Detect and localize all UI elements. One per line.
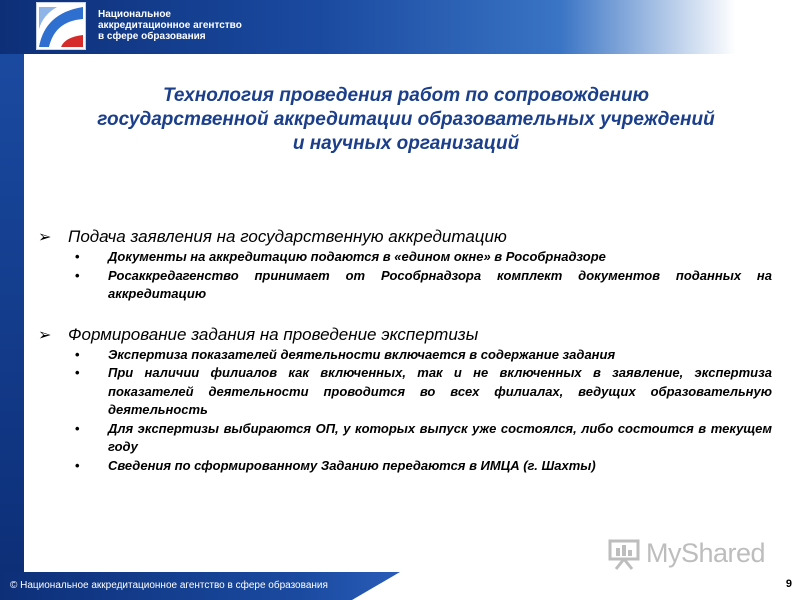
myshared-watermark xyxy=(606,536,766,572)
organization-name xyxy=(98,9,242,42)
section xyxy=(38,226,772,304)
list-item xyxy=(38,346,772,365)
bullet-dot-icon: • xyxy=(75,346,80,362)
section-heading xyxy=(38,324,772,346)
bullet-dot-icon: • xyxy=(75,249,80,264)
title-line: Технология проведения работ по сопровождению xyxy=(162,85,650,106)
list-item-text: Росаккредагенство принимает от Рособрнадзора комплект документов поданных на аккредитацию xyxy=(108,267,772,301)
list-item-text: Документы на аккредитацию подаются в «едином окне» в Рособрнадзоре xyxy=(108,249,606,264)
title-line: и научных организаций xyxy=(292,133,520,154)
agency-logo xyxy=(36,2,86,50)
copyright-text: © Национальное аккредитационное агентство в сфере образования xyxy=(10,580,328,591)
section-heading xyxy=(38,226,772,248)
slide-title xyxy=(26,84,786,156)
presentation-board-icon xyxy=(606,536,642,572)
list-item xyxy=(38,248,772,267)
list-item-text: При наличии филиалов как включенных, так и не включенных в заявление, экспертиза показателей деятельности проводится во всех филиалах, ведущих образовательную деятельность xyxy=(108,365,772,417)
list-item xyxy=(38,420,772,457)
bullet-dot-icon: • xyxy=(75,365,80,380)
list-item xyxy=(38,364,772,420)
org-name-line: в сфере образования xyxy=(98,31,206,42)
bullet-list xyxy=(38,248,772,304)
org-name-line: аккредитационное агентство xyxy=(98,20,242,31)
bullet-list xyxy=(38,346,772,476)
footer-bar xyxy=(0,572,800,600)
watermark-text: MyShared xyxy=(646,538,766,568)
bullet-dot-icon: • xyxy=(75,420,80,436)
title-line: государственной аккредитации образовательных учреждений xyxy=(97,109,715,130)
left-decorative-band xyxy=(0,54,24,572)
bullet-dot-icon: • xyxy=(75,267,80,283)
section-heading-text: Подача заявления на государственную аккредитацию xyxy=(68,227,507,246)
slide-content xyxy=(38,226,772,475)
page-number: 9 xyxy=(785,578,792,590)
arrow-bullet-icon: ➢ xyxy=(38,326,52,344)
bullet-dot-icon: • xyxy=(75,457,80,473)
list-item-text: Экспертиза показателей деятельности включается в содержание задания xyxy=(108,346,616,362)
list-item-text: Сведения по сформированному Заданию передаются в ИМЦА (г. Шахты) xyxy=(108,457,596,473)
list-item xyxy=(38,457,772,476)
org-name-line: Национальное xyxy=(98,9,171,20)
header-bar xyxy=(0,0,800,54)
arrow-bullet-icon: ➢ xyxy=(38,229,52,246)
list-item-text: Для экспертизы выбираются ОП, у которых выпуск уже состоялся, либо состоится в текущем году xyxy=(108,420,772,454)
section-heading-text: Формирование задания на проведение экспертизы xyxy=(68,324,479,344)
list-item xyxy=(38,267,772,304)
section xyxy=(38,324,772,476)
